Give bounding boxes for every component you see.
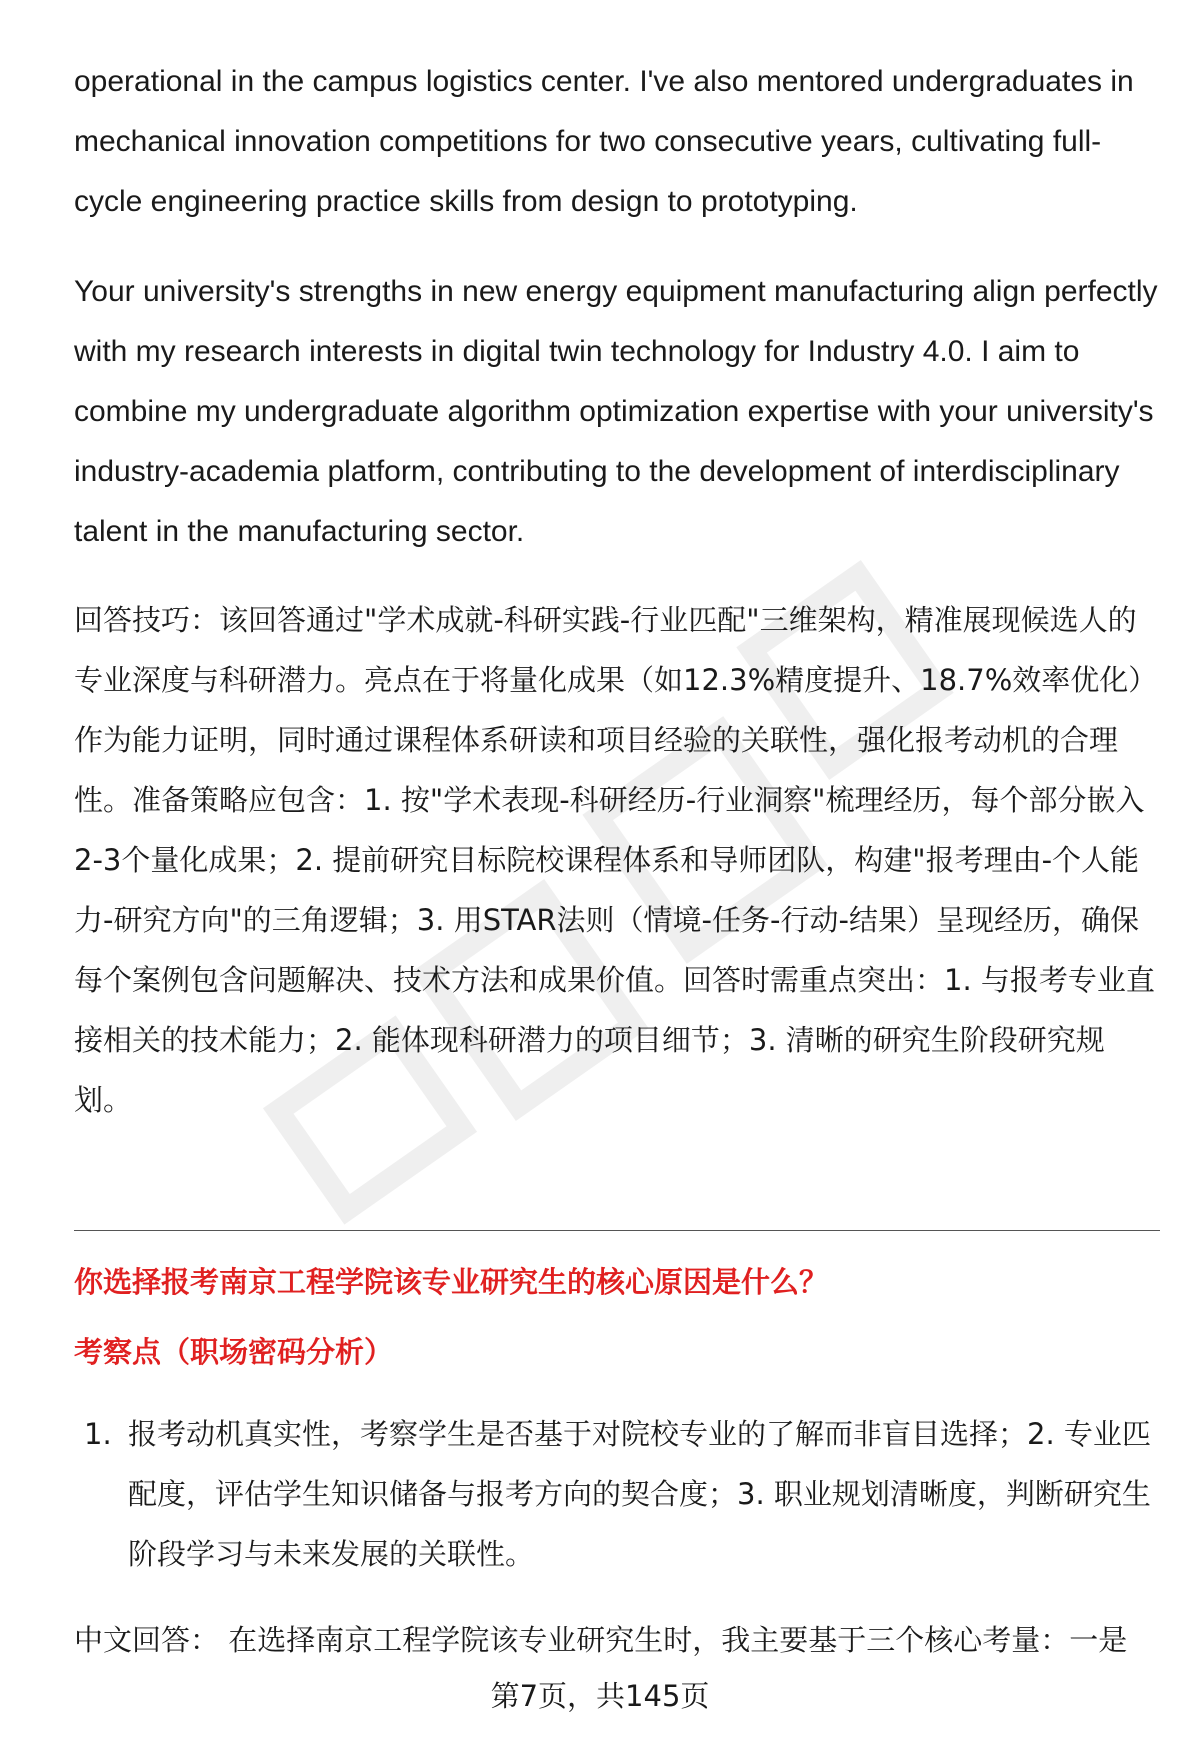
list-item-number: 1. xyxy=(84,1417,112,1451)
chinese-answer-start: 中文回答： 在选择南京工程学院该专业研究生时，我主要基于三个核心考量：一是 xyxy=(74,1623,1128,1657)
answer-tips-paragraph: 回答技巧：该回答通过"学术成就-科研实践-行业匹配"三维架构，精准展现候选人的专业深度与科研潜力。亮点在于将量化成果（如12.3%精度提升、18.7%效率优化）作为能力证明，同时通过课程体系研读和项目经验的关联性，强化报考动机的合理性。准备策略应包含：1. 按"学术表现-科研经历-行业洞察"梳理经历，每个部分嵌入2-3个量化成果；2. 提前研究目标院校课程体系和导师团队，构建"报考理由-个人能力-研究方向"的三角逻辑；3. 用STAR法则（情境-任务-行动-结果）呈现经历，确保每个案例包含问题解决、技术方法和成果价值。回答时需重点突出：1. 与报考专业直接相关的技术能力；2. 能体现科研潜力的项目细节；3. 清晰的研究生阶段研究规划。 xyxy=(74,603,1158,1117)
interview-question: 你选择报考南京工程学院该专业研究生的核心原因是什么？ xyxy=(74,1265,829,1299)
list-item-text: 报考动机真实性，考察学生是否基于对院校专业的了解而非盲目选择；2. 专业匹配度，评估学生知识储备与报考方向的契合度；3. 职业规划清晰度，判断研究生阶段学习与未来发展的关联性。 xyxy=(128,1417,1151,1571)
page-footer: 第7页，共145页 xyxy=(490,1679,710,1713)
paragraph-en-2: Your university's strengths in new energy equipment manufacturing align perfectly with my research interests in digital twin technology for Industry 4.0. I aim to combine my undergraduate algorithm optimization expertise with your university's industry-academia platform, contributing to the development of interdisciplinary talent in the manufacturing sector. xyxy=(74,275,1158,548)
assessment-points-title: 考察点（职场密码分析） xyxy=(74,1335,394,1369)
document-body xyxy=(74,52,1160,1130)
section-divider xyxy=(74,1230,1160,1231)
assessment-points-list xyxy=(74,1404,1160,1584)
paragraph-en-1: operational in the campus logistics center. I've also mentored undergraduates in mechanical innovation competitions for two consecutive years, cultivating full-cycle engineering practice skills from design to prototyping. xyxy=(74,65,1134,218)
list-item xyxy=(74,1404,1160,1584)
